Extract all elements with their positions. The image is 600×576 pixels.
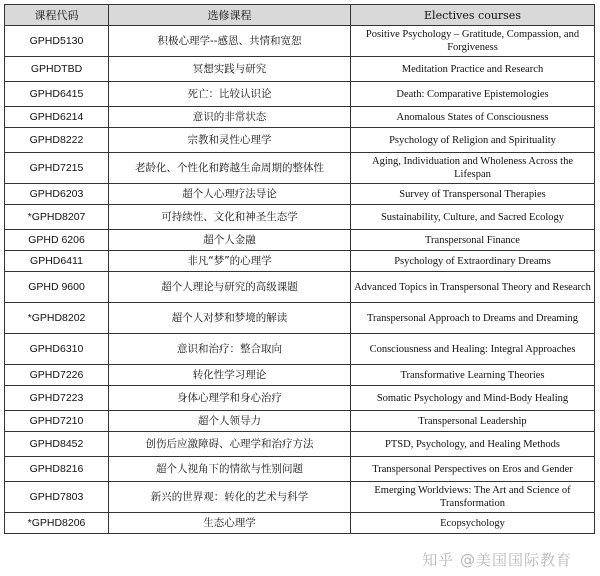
course-name-cn-cell: 积极心理学--感恩、共情和宽恕 <box>109 26 351 57</box>
course-name-cn-cell: 超个人领导力 <box>109 411 351 432</box>
course-name-cn-cell: 超个人对梦和梦境的解读 <box>109 303 351 334</box>
course-name-en-cell: PTSD, Psychology, and Healing Methods <box>351 432 595 457</box>
course-name-en-cell: Transpersonal Approach to Dreams and Dreaming <box>351 303 595 334</box>
electives-table <box>4 4 595 534</box>
course-code-cell: *GPHD8206 <box>5 513 109 534</box>
course-table-container <box>4 4 594 534</box>
table-row <box>5 272 595 303</box>
table-body <box>5 26 595 534</box>
course-name-en-cell: Positive Psychology – Gratitude, Compassion, and Forgiveness <box>351 26 595 57</box>
course-code-cell: GPHD6310 <box>5 334 109 365</box>
table-row <box>5 457 595 482</box>
course-name-en-cell: Anomalous States of Consciousness <box>351 107 595 128</box>
course-code-cell: GPHD6214 <box>5 107 109 128</box>
course-name-en-cell: Advanced Topics in Transpersonal Theory and Research <box>351 272 595 303</box>
table-row <box>5 513 595 534</box>
course-name-en-cell: Transpersonal Leadership <box>351 411 595 432</box>
course-name-cn-cell: 生态心理学 <box>109 513 351 534</box>
course-code-cell: GPHD7215 <box>5 153 109 184</box>
course-name-en-cell: Somatic Psychology and Mind-Body Healing <box>351 386 595 411</box>
course-code-cell: GPHDTBD <box>5 57 109 82</box>
table-row <box>5 82 595 107</box>
course-name-cn-cell: 意识的非常状态 <box>109 107 351 128</box>
course-code-cell: GPHD6203 <box>5 184 109 205</box>
course-name-en-cell: Psychology of Religion and Spirituality <box>351 128 595 153</box>
course-name-en-cell: Transpersonal Perspectives on Eros and Gender <box>351 457 595 482</box>
course-code-cell: GPHD7226 <box>5 365 109 386</box>
course-name-en-cell: Survey of Transpersonal Therapies <box>351 184 595 205</box>
course-name-en-cell: Consciousness and Healing: Integral Approaches <box>351 334 595 365</box>
course-name-cn-cell: 超个人心理疗法导论 <box>109 184 351 205</box>
table-row <box>5 57 595 82</box>
course-code-cell: GPHD 9600 <box>5 272 109 303</box>
table-row <box>5 386 595 411</box>
course-name-cn-cell: 死亡：比较认识论 <box>109 82 351 107</box>
table-row <box>5 107 595 128</box>
course-name-en-cell: Transformative Learning Theories <box>351 365 595 386</box>
course-code-cell: GPHD 6206 <box>5 230 109 251</box>
course-name-cn-cell: 超个人理论与研究的高级课题 <box>109 272 351 303</box>
course-name-en-cell: Ecopsychology <box>351 513 595 534</box>
course-code-cell: GPHD6415 <box>5 82 109 107</box>
course-name-cn-cell: 可持续性、文化和神圣生态学 <box>109 205 351 230</box>
course-name-cn-cell: 超个人视角下的情欲与性别问题 <box>109 457 351 482</box>
course-name-cn-cell: 冥想实践与研究 <box>109 57 351 82</box>
course-name-en-cell: Aging, Individuation and Wholeness Across the Lifespan <box>351 153 595 184</box>
header-course-cn: 选修课程 <box>109 5 351 26</box>
course-code-cell: GPHD8452 <box>5 432 109 457</box>
watermark: 知乎 @美国国际教育 <box>422 551 572 569</box>
table-row <box>5 432 595 457</box>
table-row <box>5 153 595 184</box>
course-name-cn-cell: 意识和治疗：整合取向 <box>109 334 351 365</box>
course-name-en-cell: Meditation Practice and Research <box>351 57 595 82</box>
course-code-cell: GPHD8216 <box>5 457 109 482</box>
course-name-en-cell: Death: Comparative Epistemologies <box>351 82 595 107</box>
course-name-en-cell: Sustainability, Culture, and Sacred Ecology <box>351 205 595 230</box>
course-code-cell: GPHD5130 <box>5 26 109 57</box>
table-row <box>5 230 595 251</box>
table-header-row <box>5 5 595 26</box>
table-row <box>5 482 595 513</box>
course-code-cell: GPHD8222 <box>5 128 109 153</box>
header-course-code: 课程代码 <box>5 5 109 26</box>
table-row <box>5 334 595 365</box>
course-code-cell: *GPHD8207 <box>5 205 109 230</box>
course-name-cn-cell: 宗教和灵性心理学 <box>109 128 351 153</box>
course-name-cn-cell: 转化性学习理论 <box>109 365 351 386</box>
table-row <box>5 411 595 432</box>
course-code-cell: *GPHD8202 <box>5 303 109 334</box>
table-row <box>5 251 595 272</box>
course-code-cell: GPHD7803 <box>5 482 109 513</box>
course-name-en-cell: Psychology of Extraordinary Dreams <box>351 251 595 272</box>
course-name-cn-cell: 老龄化、个性化和跨越生命周期的整体性 <box>109 153 351 184</box>
table-row <box>5 128 595 153</box>
course-name-cn-cell: 创伤后应激障碍、心理学和治疗方法 <box>109 432 351 457</box>
course-name-en-cell: Emerging Worldviews: The Art and Science of Transformation <box>351 482 595 513</box>
header-course-en: Electives courses <box>351 5 595 26</box>
table-row <box>5 365 595 386</box>
course-code-cell: GPHD7210 <box>5 411 109 432</box>
course-name-cn-cell: 超个人金融 <box>109 230 351 251</box>
course-code-cell: GPHD7223 <box>5 386 109 411</box>
course-name-cn-cell: 非凡“梦”的心理学 <box>109 251 351 272</box>
course-name-cn-cell: 身体心理学和身心治疗 <box>109 386 351 411</box>
course-name-cn-cell: 新兴的世界观：转化的艺术与科学 <box>109 482 351 513</box>
course-name-en-cell: Transpersonal Finance <box>351 230 595 251</box>
table-row <box>5 184 595 205</box>
course-code-cell: GPHD6411 <box>5 251 109 272</box>
table-row <box>5 26 595 57</box>
table-row <box>5 303 595 334</box>
table-row <box>5 205 595 230</box>
